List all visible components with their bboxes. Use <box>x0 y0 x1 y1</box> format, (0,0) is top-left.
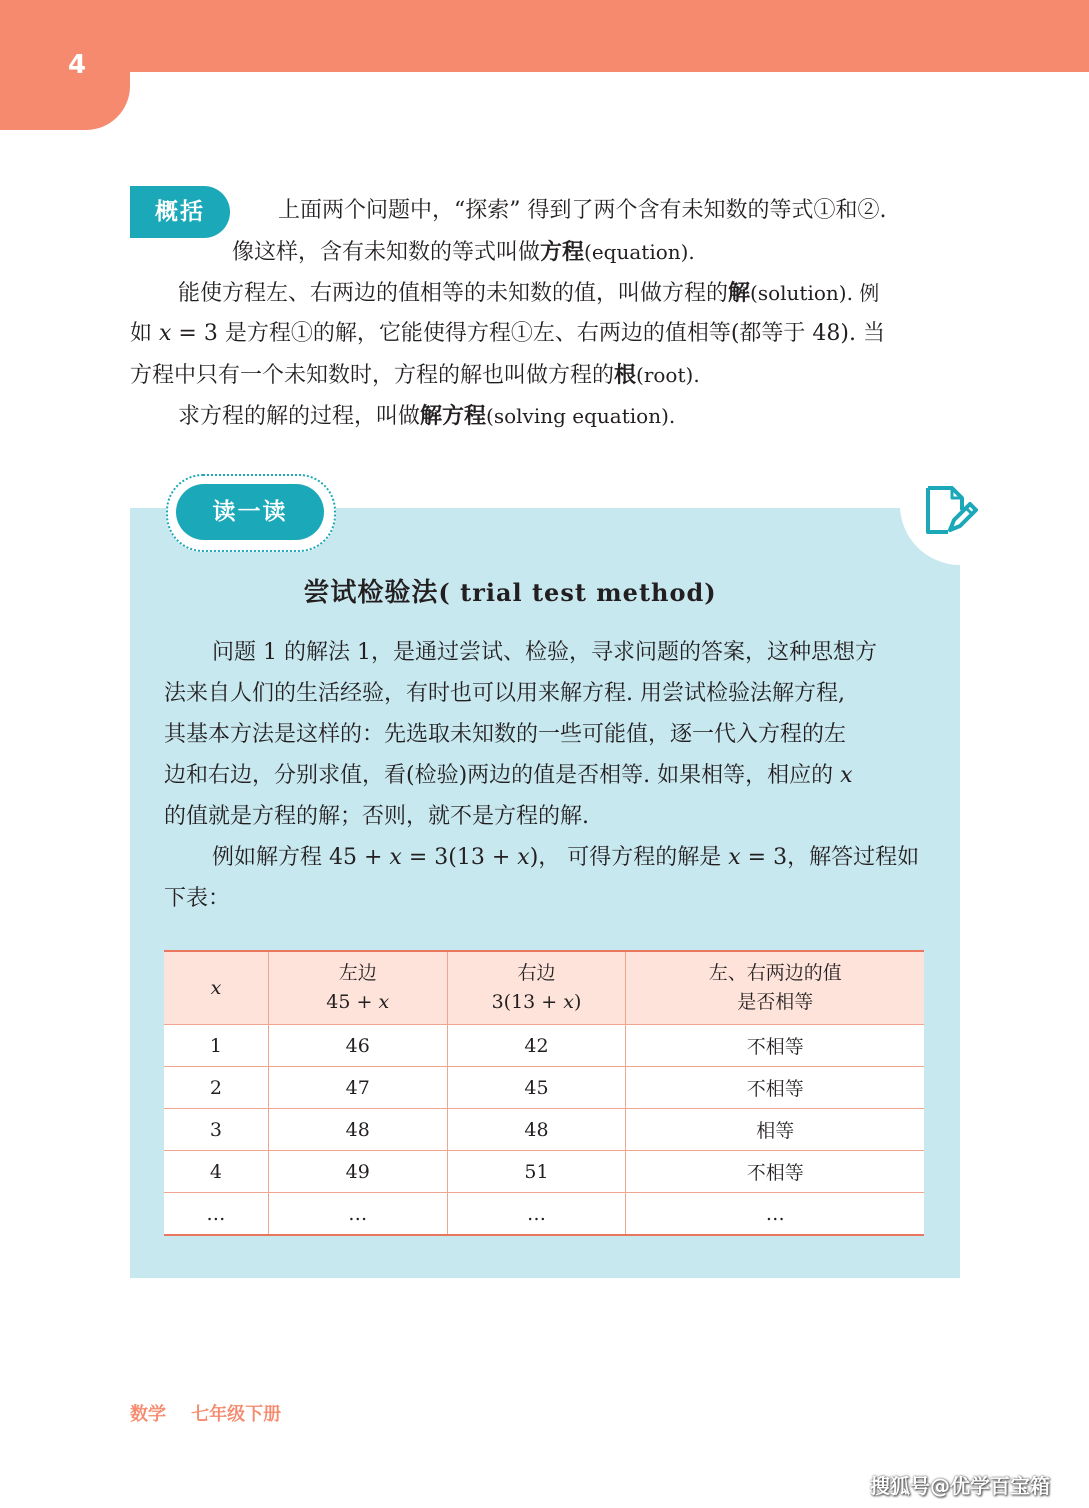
pen-paper-icon <box>918 480 978 540</box>
reading-para-line-3: 其基本方法是这样的：先选取未知数的一些可能值，逐一代入方程的左 <box>164 722 847 747</box>
page-number: 4 <box>68 50 87 80</box>
cell-x: 2 <box>164 1067 268 1109</box>
summary-line-1: 上面两个问题中，“探索” 得到了两个含有未知数的等式①和②. <box>278 198 887 223</box>
table-row <box>164 1151 924 1193</box>
cell-left: 49 <box>268 1151 447 1193</box>
cell-equal: 不相等 <box>626 1025 924 1067</box>
reading-para-line-5: 的值就是方程的解；否则，就不是方程的解. <box>164 804 589 829</box>
table-row <box>164 1025 924 1067</box>
book-footer: 数学 七年级下册 <box>130 1404 282 1425</box>
cell-left: … <box>268 1193 447 1236</box>
reading-para-line-1: 问题 1 的解法 1，是通过尝试、检验，寻求问题的答案，这种思想方 <box>212 640 877 665</box>
summary-line-4: 如 x = 3 是方程①的解，它能使得方程①左、右两边的值相等(都等于 48). 当 <box>130 321 885 346</box>
summary-line-6: 求方程的解的过程，叫做解方程(solving equation). <box>178 403 676 429</box>
top-banner <box>0 0 1089 72</box>
cell-equal: … <box>626 1193 924 1236</box>
summary-line-5: 方程中只有一个未知数时，方程的解也叫做方程的根(root). <box>130 362 700 388</box>
page-number-tab <box>0 0 130 130</box>
header-equal: 左、右两边的值 是否相等 <box>626 951 924 1025</box>
reading-tag: 读一读 <box>176 484 324 540</box>
table-header-row <box>164 951 924 1025</box>
term-root: 根 <box>614 362 637 388</box>
summary-line-2: 像这样，含有未知数的等式叫做方程(equation). <box>232 239 695 265</box>
cell-right: 48 <box>447 1109 626 1151</box>
term-solving-equation: 解方程 <box>420 403 487 429</box>
cell-right: 45 <box>447 1067 626 1109</box>
header-right-side: 右边 3(13 + x) <box>447 951 626 1025</box>
term-equation: 方程 <box>540 239 585 265</box>
cell-right: 51 <box>447 1151 626 1193</box>
table-row <box>164 1193 924 1236</box>
table-row <box>164 1109 924 1151</box>
reading-example-line-2: 下表： <box>164 886 231 911</box>
cell-right: … <box>447 1193 626 1236</box>
cell-equal: 不相等 <box>626 1067 924 1109</box>
reading-para-line-2: 法来自人们的生活经验，有时也可以用来解方程. 用尝试检验法解方程, <box>164 681 845 706</box>
cell-equal: 相等 <box>626 1109 924 1151</box>
reading-title: 尝试检验法( trial test method) <box>303 578 717 608</box>
table-row <box>164 1067 924 1109</box>
watermark: 搜狐号@优学百宝箱 <box>870 1474 1050 1498</box>
cell-x: … <box>164 1193 268 1236</box>
reading-example-line-1: 例如解方程 45 + x = 3(13 + x)， 可得方程的解是 x = 3，解答过程如 <box>212 845 920 870</box>
summary-line-3: 能使方程左、右两边的值相等的未知数的值，叫做方程的解(solution). 例 <box>178 280 880 306</box>
cell-left: 46 <box>268 1025 447 1067</box>
cell-x: 3 <box>164 1109 268 1151</box>
reading-para-line-4: 边和右边，分别求值，看(检验)两边的值是否相等. 如果相等，相应的 x <box>164 763 853 788</box>
term-solution: 解 <box>728 280 751 306</box>
summary-tag: 概括 <box>130 186 230 238</box>
header-left-side: 左边 45 + x <box>268 951 447 1025</box>
cell-left: 48 <box>268 1109 447 1151</box>
cell-right: 42 <box>447 1025 626 1067</box>
cell-x: 1 <box>164 1025 268 1067</box>
trial-test-table <box>164 950 924 1236</box>
cell-equal: 不相等 <box>626 1151 924 1193</box>
header-x: x <box>164 951 268 1025</box>
cell-left: 47 <box>268 1067 447 1109</box>
cell-x: 4 <box>164 1151 268 1193</box>
